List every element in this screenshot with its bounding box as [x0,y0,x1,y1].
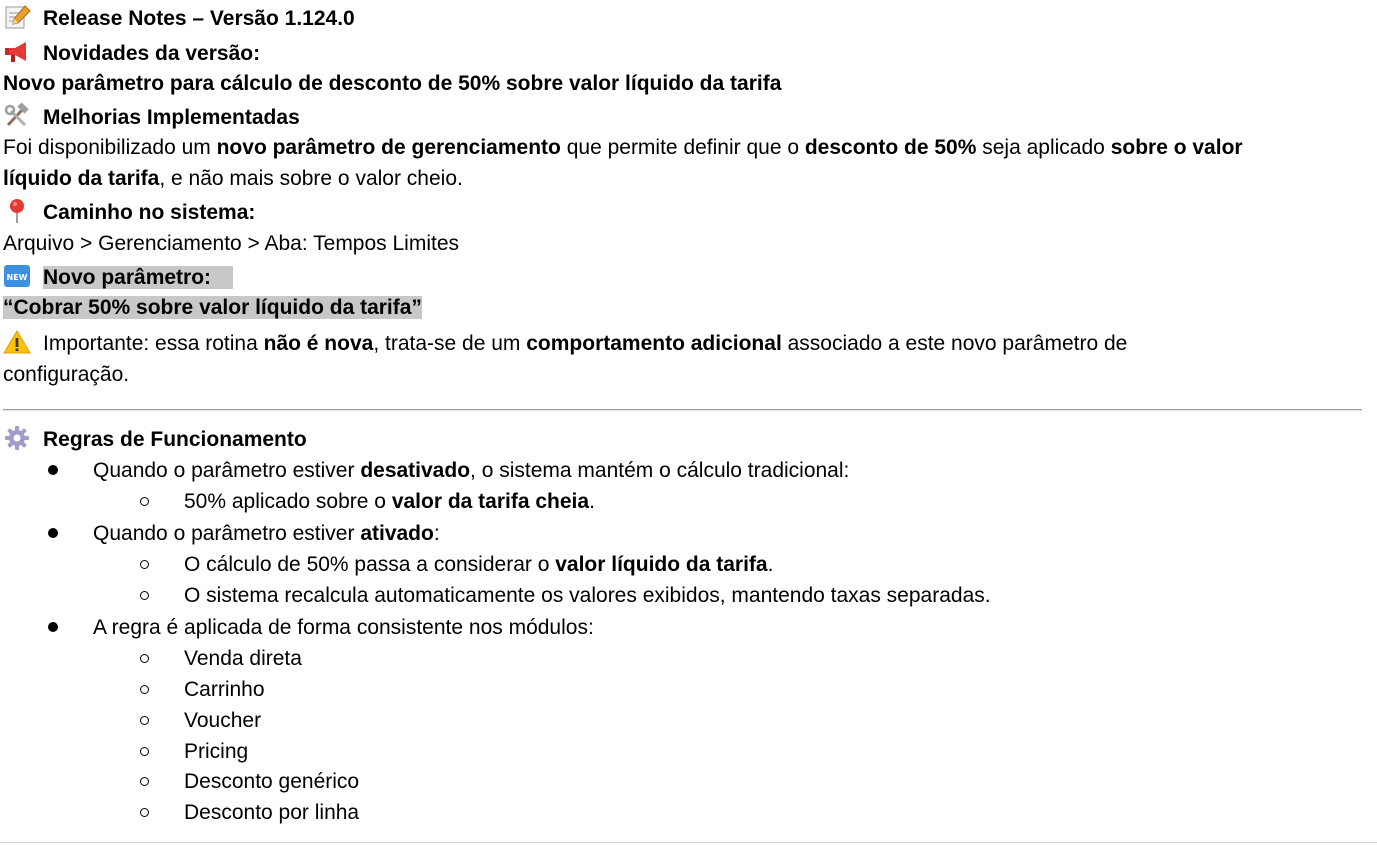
horizontal-divider [3,409,1362,411]
module-item: Desconto por linha [184,801,360,824]
rule-subitem-valor-liquido: O cálculo de 50% passa a considerar o valor líquido da tarifa. [184,553,774,576]
sub-bullet-marker [139,799,153,813]
svg-text:NEW: NEW [6,273,28,282]
sub-bullet-marker [139,645,153,659]
module-item: Venda direta [184,647,302,670]
rule-item-ativado: Quando o parâmetro estiver ativado: [93,522,440,545]
rule-subitem-recalcula: O sistema recalcula automaticamente os valores exibidos, mantendo taxas separadas. [184,584,991,607]
sub-bullet-marker [139,551,153,565]
warning-icon [3,329,31,355]
caminho-path: Arquivo > Gerenciamento > Aba: Tempos Limites [3,232,460,255]
melhorias-heading: Melhorias Implementadas [3,103,300,133]
bullet-marker [47,457,59,469]
rule-item-desativado: Quando o parâmetro estiver desativado, o sistema mantém o cálculo tradicional: [93,459,850,482]
regras-heading: Regras de Funcionamento [3,425,307,455]
release-title: Release Notes – Versão 1.124.0 [3,4,355,34]
module-item: Desconto genérico [184,770,360,793]
sub-bullet-marker [139,488,153,502]
new-badge-icon [3,263,31,289]
module-item: Voucher [184,709,262,732]
sub-bullet-marker [139,738,153,752]
megaphone-icon [3,39,31,65]
sub-bullet-marker [139,582,153,596]
round-pushpin-icon [3,198,31,224]
bullet-marker [47,520,59,532]
bullet-marker [47,614,59,626]
novidades-heading: Novidades da versão: [3,39,260,69]
gear-icon [3,425,31,451]
importante-line2: configuração. [3,363,130,386]
melhorias-paragraph-line2: líquido da tarifa, e não mais sobre o valor cheio. [3,167,463,190]
sub-bullet-marker [139,676,153,690]
caminho-heading: Caminho no sistema: [3,198,255,228]
sub-bullet-marker [139,768,153,782]
hammer-wrench-icon [3,103,31,129]
rule-subitem-tarifa-cheia: 50% aplicado sobre o valor da tarifa cheia. [184,490,595,513]
novidades-text: Novo parâmetro para cálculo de desconto de 50% sobre valor líquido da tarifa [3,72,782,95]
module-item: Pricing [184,740,249,763]
novo-parametro-name: “Cobrar 50% sobre valor líquido da tarifa” [3,296,422,319]
novo-parametro-heading: NEW Novo parâmetro: [3,263,233,293]
rule-item-modulos: A regra é aplicada de forma consistente nos módulos: [93,616,594,639]
sub-bullet-marker [139,707,153,721]
module-item: Carrinho [184,678,265,701]
page-bottom-divider [0,842,1377,843]
melhorias-paragraph-line1: Foi disponibilizado um novo parâmetro de gerenciamento que permite definir que o desconto de 50% seja aplicado sobre o valor [3,136,1243,159]
memo-pencil-icon [3,4,31,30]
importante-line1: Importante: essa rotina não é nova, trata-se de um comportamento adicional associado a este novo parâmetro de [3,329,1127,359]
